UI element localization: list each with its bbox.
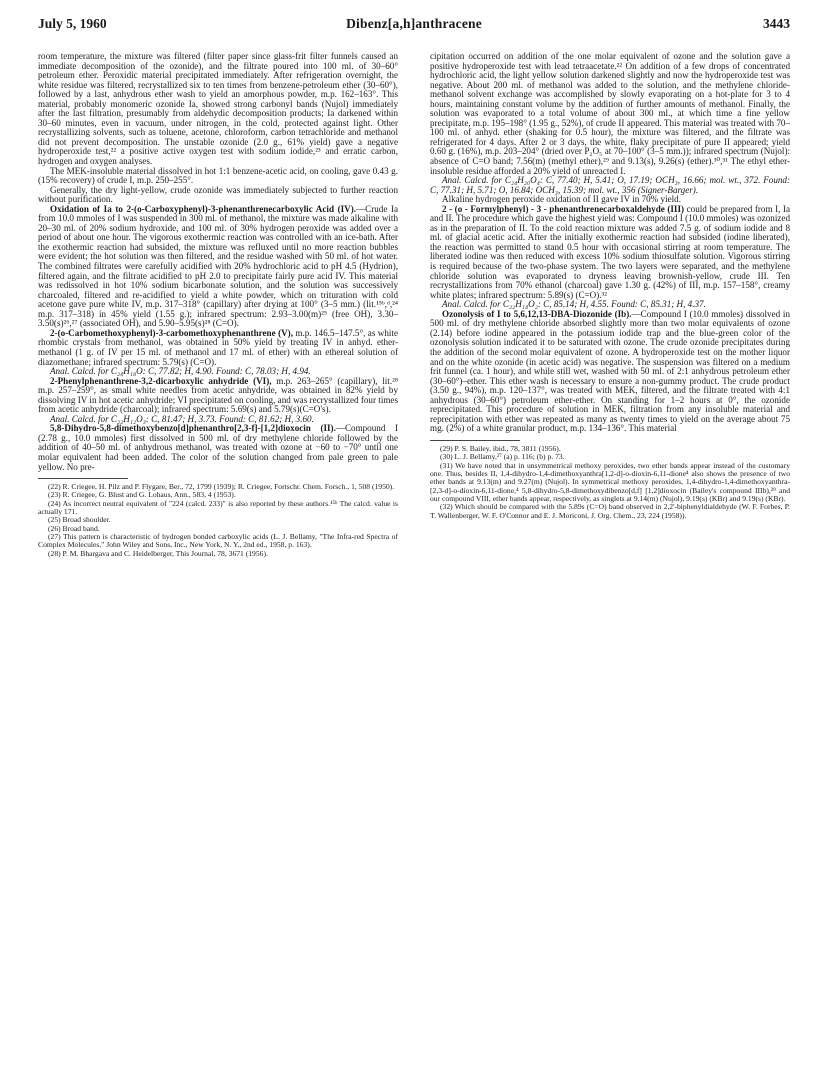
paragraph: Alkaline hydrogen peroxide oxidation of II gave IV in 70% yield. bbox=[442, 194, 681, 205]
paragraph: Generally, the dry light-yellow, crude ozonide was immediately subjected to further reaction without purification. bbox=[38, 184, 398, 205]
paragraph bbox=[38, 329, 398, 367]
section-heading: 2 - (o - Formylphenyl) - 3 - phenanthrenecarboxaldehyde (III) bbox=[442, 203, 685, 214]
section-heading: Ozonolysis of I to 5,6,12,13-DBA-Diozonide (Ib). bbox=[442, 308, 632, 319]
paragraph-body: —Compound I (10.0 mmoles) dissolved in 500 ml. of dry methylene chloride absorbed slightly more than two molar equivalents of ozone (2.14) before iodine appeared in the potassium iodide trap and the blue-green color of the ozonolysis solution indicated it to be saturated with ozone. The crude ozonide precipitates during the addition of the second molar equivalent of ozone. A hydroperoxide test on the mother liquor and on the white ozonide (in acetic acid) was negative. The suspension was filtered on a medium frit funnel (ca. 1 hour), and while still wet, washed with 50 ml. of 2:1 anhydrous petroleum ether (30–60°)–ether. This ether wash is necessary to ensure a non-gummy product. The crude product (3.50 g., 94%), m.p. 120–137°, was treated with MEK, filtered, and the filtrate treated with 4:1 anhydrous (30–60°) petroleum ether-ether. On standing for 1–2 hours at 0°, the ozonide reprecipitated. This procedure of solution in MEK, filtration from any insoluble material and reprecipitation with ether was repeated as many as twenty times to yield on the average about 75 mg. (2%) of a white granular product, m.p. 134–136°. This material bbox=[430, 308, 791, 434]
footnote: (31) We have noted that in unsymmetrical methoxy peroxides, two ether bands appear instead of the customary one. Thus, besides II, 1,4-dihydro-1,4-dimethoxyanthra[1,2-d]-o-dioxin-6,11-dione⁴ also shows the presence of two ether bands at 9.13(m) and 9.27(m) (Nujol). In symmetrical methoxy peroxides, 1,4-dihydro-1,4-dimethoxyanthra-[2,3-d]-o-dioxin-6,11-dione,⁴ 5,8-dihydro-5,8-dimethoxydibenzo[d,f] [1,2]dioxocin (Bailey's compound IIIb),²⁹ and our compound VIII, ether bands appear, respectively, as singlets at 9.14(m) (Nujol), 9.19(s) (KBr) and 9.19(s) (KBr). bbox=[430, 460, 790, 503]
section-heading: 2-Phenylphenanthrene-3,2-dicarboxylic anhydride (VI), bbox=[50, 375, 272, 386]
header-date: July 5, 1960 bbox=[38, 16, 107, 31]
paragraph bbox=[430, 205, 790, 300]
paragraph-body: could be prepared from I, Ia and II. The procedure which gave the highest yield was: Compound I (10.0 mmoles) was ozonized as in the preparation of II. To the cold reaction mixture was added 7.5 g. of sodium iodide and 8 ml. of glacial acetic acid. After the initially exothermic reaction had subsided (iodine liberated), the reaction was permitted to stand 0.5 hour with occasional stirring at room temperature. The liberated iodine was then reduced with excess 10% sodium thiosulfate solution. Vigorous stirring is required because of the two-phase system. The two layers were separated, and the methylene chloride solution was evaporated to dryness leaving brownish-yellow, crude III. Ten recrystallizations from 70% ethanol (charcoal) gave 1.30 g. (42%) of III, m.p. 157–158°, creamy white plates; infrared spectrum: 5.89(s) (C=O).³² bbox=[430, 203, 790, 300]
footnote: (26) Broad band. bbox=[48, 523, 100, 533]
footnote-divider bbox=[430, 440, 520, 441]
page-header bbox=[38, 16, 790, 36]
paragraph-body: —Crude Ia from 10.0 mmoles of I was suspended in 300 ml. of methanol, the mixture was made alkaline with 20–30 ml. of 20% sodium hydroxide, and 100 ml. of 30% hydrogen peroxide was added over a period of about one hour. The vigorous exothermic reaction was controlled with an ice-bath. After the exothermic reaction had subsided, the mixture was refluxed until no more reaction bubbles were evident; the hot solution was then filtered, and the residue washed with 50 ml. of hot water. The combined filtrates were carefully acidified with 20% hydrochloric acid to pH 4.5 (Hydrion), filtered again, and the filtrate acidified to pH 2.0 to precipitate fairly pure acid IV. This material was redissolved in hot 10% sodium bicarbonate solution, and the solution was successively charcoaled, filtered and re-acidified to yield a white powder, which on trituration with cold acetone gave pure white IV, m.p. 317–318° (capillary) after drying at 100° (3–5 mm.) (lit.¹⁵ᵇ,ᵈ,²⁴ m.p. 317–318) in 45% yield (1.55 g.); infrared spectrum: 2.93–3.00(m)²⁵ (free OH), 3.30–3.50(s)²⁶,²⁷ (associated OH), and 5.90–5.95(s)²⁸ (C=O). bbox=[38, 203, 398, 329]
footnote: (22) R. Criegee, H. Pilz and P. Flygare, Ber., 72, 1799 (1939); R. Criegee, Fortschr. Chem. Forsch., 1, 508 (1950). bbox=[48, 482, 395, 492]
paragraph bbox=[38, 424, 398, 472]
footnote: (25) Broad shoulder. bbox=[48, 515, 111, 525]
paragraph: The MEK-insoluble material dissolved in hot 1:1 benzene-acetic acid, on cooling, gave 0.43 g. (15% recovery) of crude I, m.p. 250–255°. bbox=[38, 165, 398, 186]
section-heading: Oxidation of Ia to 2-(o-Carboxyphenyl)-3-phenanthrenecarboxylic Acid (IV). bbox=[50, 203, 357, 214]
footnote: (24) As incorrect neutral equivalent of "224 (calcd. 233)" is also reported by these authors.¹⁵ᵇ The calcd. value is actually 171. bbox=[38, 498, 398, 517]
footnote: (27) This pattern is characteristic of hydrogen bonded carboxylic acids (L. J. Bellamy, "The Infra-red Spectra of Complex Molecules," John Wiley and Sons, Inc., New York, N. Y., 2nd ed., 1958, p. 163). bbox=[38, 532, 398, 550]
paragraph-body: m.p. 263–265° (capillary), lit.²⁸ m.p. 257–259°, as small white needles from acetic anhydride, was obtained in 82% yield by dissolving IV in hot acetic anhydride; VI precipitated on cooling, and was recrystallized four times from acetic anhydride (charcoal); infrared spectrum: 5.69(s) and 5.79(s)(C=O's). bbox=[38, 375, 399, 415]
footnotes bbox=[430, 445, 790, 520]
paragraph: cipitation occurred on addition of the one molar equivalent of ozone and the solution gave a positive hydroperoxide test with lead tetraacetate.²² On addition of a few drops of concentrated hydrochloric acid, the light yellow solution darkened slightly and now the hydroperoxide test was negative. About 200 ml. of methanol was added to the solution, and the methylene chloride-methanol solvent exchange was accomplished by slowly evaporating on a hot-plate for 3 to 4 hours, maintaining constant volume by the addition of further amounts of methanol. Finally, the solution was evaporated to a total volume of about 300 ml., at which time a fine yellow precipitate, m.p. 195–198° (1.95 g., 52%), of crude II appeared. This material was treated with 70–100 ml. of anhyd. ether (shaking for 0.5 hour), the mixture was filtered, and the filtrate was refrigerated for 4 days. After 2 or 3 days, the white, flaky precipitate of pure II appeared; yield 0.60 g. (16%), m.p. 203–204° (dried over P₂O₅ at 70–100° (3–5 mm.)); infrared spectrum (Nujol): absence of C=O band; 7.56(m) (methyl ether),²⁹ and 9.13(s), 9.26(s) (ether).³⁰,³¹ The ethyl ether-insoluble residue afforded a 20% yield of unreacted I. bbox=[430, 51, 790, 176]
paragraph bbox=[430, 310, 790, 434]
footnote: (29) P. S. Bailey, ibid., 78, 3811 (1956). bbox=[440, 443, 561, 453]
analysis-line: Anal. Calcd. for C₂₂H₁₄O₂: C, 85.14; H, 4.55. Found: C, 85.31; H, 4.37. bbox=[442, 299, 706, 310]
footnote: (32) Which should be compared with the 5.89s (C=O) band observed in 2,2'-biphenyldialdehyde (W. F. Forbes, P. T. Wallenberger, W. F. O'Connor and E. J. Moriconi, J. Org. Chem., 23, 224 (1958)). bbox=[430, 502, 790, 520]
right-column bbox=[430, 52, 790, 520]
footnote: (30) L. J. Bellamy,²⁷ (a) p. 116; (b) p. 73. bbox=[440, 452, 565, 462]
footnote: (23) R. Criegee, G. Blust and G. Lohaus, Ann., 583, 4 (1953). bbox=[48, 490, 236, 500]
section-heading: 2-(o-Carbomethoxyphenyl)-3-carbomethoxyphenanthrene (V), bbox=[50, 327, 293, 338]
paragraph bbox=[38, 205, 398, 329]
footnote-divider bbox=[38, 478, 128, 479]
footnote: (28) P. M. Bhargava and C. Heidelberger, This Journal, 78, 3671 (1956). bbox=[48, 548, 268, 558]
paragraph-body: —Compound I (2.78 g., 10.0 mmoles) first dissolved in 500 ml. of dry methylene chloride followed by the addition of 40–50 ml. of anhydrous methanol, was treated with ozone at −60 to −70° until one molar equivalent had been added. The color of the solution changed from pale green to pale yellow. No pre- bbox=[38, 423, 398, 472]
footnotes bbox=[38, 483, 398, 558]
left-column bbox=[38, 52, 398, 558]
paragraph-body: m.p. 146.5–147.5°, as white rhombic crystals from methanol, was obtained in 50% yield by treating IV in anhyd. ether-methanol (1 g. of IV per 15 ml. of methanol and 17 ml. of ether) with an ethereal solution of diazomethane; infrared spectrum: 5.79(s) (C=O). bbox=[38, 327, 398, 367]
paragraph bbox=[38, 377, 398, 415]
header-page-number: 3443 bbox=[763, 16, 790, 31]
header-title: Dibenz[a,h]anthracene bbox=[346, 16, 482, 31]
analysis-line: Anal. Calcd. for C₂₂H₁₂O₃: C, 81.47; H, 3.73. Found: C, 81.62; H, 3.60. bbox=[50, 413, 314, 424]
section-heading: 5,8-Dihydro-5,8-dimethoxybenzo[d]phenanthro[2,3-f]-[1,2]dioxocin (II). bbox=[50, 423, 336, 434]
paragraph: room temperature, the mixture was filtered (filter paper since glass-frit filter funnels caused an immediate decomposition of the ozonide), and the filtrate poured into 100 ml. of 30–60° petroleum ether. Peroxidic material precipitated immediately. After refrigeration overnight, the white residue was filtered, recrystallized six to ten times from benzene-petroleum ether (30–60°), followed by a last, anhydrous ether wash to yield an amorphous powder, m.p. 162–163°. This material, probably monomeric ozonide Ia, showed strong carbonyl bands (Nujol) immediately after the last filtration, presumably from aldehydic decomposition products; Ia darkened within 30–60 minutes, even in vacuum, under nitrogen, in the cold, protected against light. Other recrystallizing solvents, such as toluene, acetone, chloroform, carbon tetrachloride and methanol did not prevent decomposition. The unstable ozonide (2.0 g., 61% yield) gave a negative hydroperoxide test,²² a positive active oxygen test with sodium iodide,²³ and erratic carbon, hydrogen and oxygen analyses. bbox=[38, 51, 398, 167]
analysis-line: Anal. Calcd. for C₂₄H₂₀O₄: C, 77.40; H, 5.41; O, 17.19; OCH₃, 16.66; mol. wt., 372. Found: C, 77.31; H, 5.71; O, 16.84; OCH₃, 15.39; mol. wt., 356 (Signer-Barger). bbox=[430, 175, 790, 195]
analysis-line: Anal. Calcd. for C₂₄H₁₈O: C, 77.82; H, 4.90. Found: C, 78.03; H, 4.94. bbox=[50, 366, 311, 377]
